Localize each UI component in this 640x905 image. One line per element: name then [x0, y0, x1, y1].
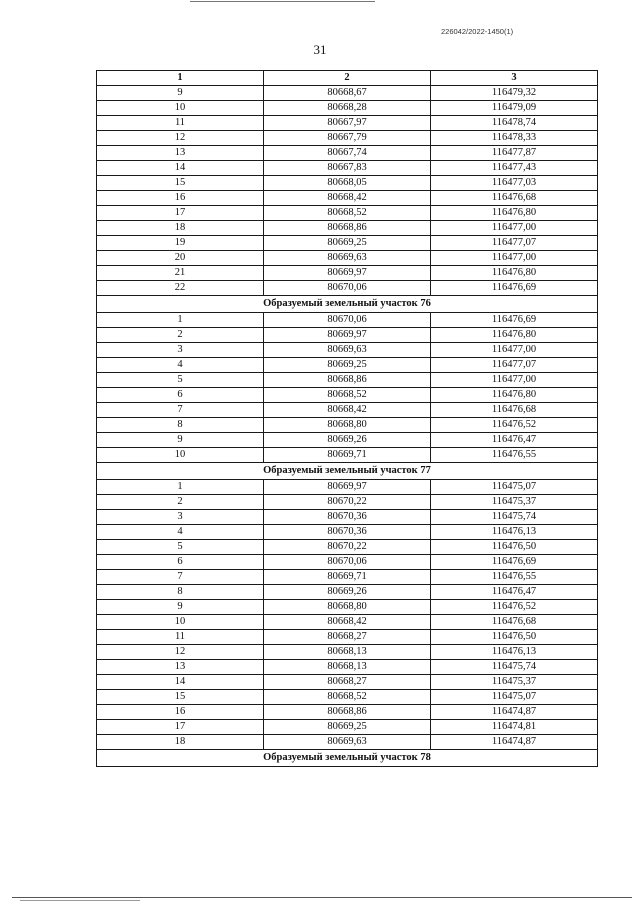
point-number-cell: 9	[97, 86, 264, 101]
point-number-cell: 11	[97, 116, 264, 131]
y-coordinate-cell: 116475,74	[431, 510, 598, 525]
point-number-cell: 6	[97, 388, 264, 403]
table-row	[97, 418, 598, 433]
x-coordinate-cell: 80668,80	[264, 600, 431, 615]
table-row	[97, 403, 598, 418]
point-number-cell: 14	[97, 161, 264, 176]
y-coordinate-cell: 116477,07	[431, 236, 598, 251]
table-row	[97, 86, 598, 101]
y-coordinate-cell: 116474,81	[431, 720, 598, 735]
point-number-cell: 5	[97, 540, 264, 555]
x-coordinate-cell: 80668,67	[264, 86, 431, 101]
x-coordinate-cell: 80670,06	[264, 555, 431, 570]
x-coordinate-cell: 80668,42	[264, 403, 431, 418]
table-row	[97, 495, 598, 510]
y-coordinate-cell: 116477,43	[431, 161, 598, 176]
y-coordinate-cell: 116476,69	[431, 313, 598, 328]
table-row	[97, 570, 598, 585]
table-row	[97, 675, 598, 690]
x-coordinate-cell: 80670,22	[264, 540, 431, 555]
point-number-cell: 3	[97, 510, 264, 525]
x-coordinate-cell: 80667,74	[264, 146, 431, 161]
y-coordinate-cell: 116476,50	[431, 540, 598, 555]
x-coordinate-cell: 80670,36	[264, 510, 431, 525]
x-coordinate-cell: 80668,28	[264, 101, 431, 116]
y-coordinate-cell: 116475,37	[431, 675, 598, 690]
x-coordinate-cell: 80670,06	[264, 281, 431, 296]
table-row	[97, 705, 598, 720]
point-number-cell: 7	[97, 403, 264, 418]
point-number-cell: 12	[97, 645, 264, 660]
x-coordinate-cell: 80669,25	[264, 236, 431, 251]
x-coordinate-cell: 80668,52	[264, 388, 431, 403]
point-number-cell: 2	[97, 495, 264, 510]
y-coordinate-cell: 116476,50	[431, 630, 598, 645]
x-coordinate-cell: 80668,86	[264, 221, 431, 236]
table-row	[97, 600, 598, 615]
y-coordinate-cell: 116476,55	[431, 448, 598, 463]
x-coordinate-cell: 80669,26	[264, 585, 431, 600]
y-coordinate-cell: 116477,00	[431, 373, 598, 388]
table-row	[97, 266, 598, 281]
table-row	[97, 221, 598, 236]
table-row	[97, 660, 598, 675]
x-coordinate-cell: 80670,36	[264, 525, 431, 540]
column-header-point: 1	[97, 71, 264, 86]
table-row	[97, 735, 598, 750]
coordinates-table	[96, 70, 598, 767]
x-coordinate-cell: 80668,42	[264, 191, 431, 206]
point-number-cell: 17	[97, 206, 264, 221]
column-header-x: 2	[264, 71, 431, 86]
point-number-cell: 3	[97, 343, 264, 358]
y-coordinate-cell: 116476,69	[431, 555, 598, 570]
section-title: Образуемый земельный участок 76	[97, 296, 598, 313]
y-coordinate-cell: 116476,47	[431, 433, 598, 448]
table-row	[97, 525, 598, 540]
y-coordinate-cell: 116478,33	[431, 131, 598, 146]
x-coordinate-cell: 80668,80	[264, 418, 431, 433]
x-coordinate-cell: 80668,52	[264, 690, 431, 705]
table-row	[97, 161, 598, 176]
x-coordinate-cell: 80669,63	[264, 343, 431, 358]
x-coordinate-cell: 80669,97	[264, 480, 431, 495]
column-header-y: 3	[431, 71, 598, 86]
y-coordinate-cell: 116476,47	[431, 585, 598, 600]
page-number: 31	[313, 42, 327, 57]
table-row	[97, 615, 598, 630]
table-header-row	[97, 71, 598, 86]
table-row	[97, 540, 598, 555]
table-row	[97, 343, 598, 358]
table-row	[97, 206, 598, 221]
table-row	[97, 176, 598, 191]
point-number-cell: 8	[97, 585, 264, 600]
scan-edge-bottom-secondary	[20, 900, 140, 901]
y-coordinate-cell: 116476,68	[431, 191, 598, 206]
table-row	[97, 146, 598, 161]
table-row	[97, 630, 598, 645]
y-coordinate-cell: 116475,74	[431, 660, 598, 675]
point-number-cell: 16	[97, 705, 264, 720]
x-coordinate-cell: 80669,97	[264, 266, 431, 281]
point-number-cell: 11	[97, 630, 264, 645]
point-number-cell: 10	[97, 101, 264, 116]
table-row	[97, 510, 598, 525]
scan-edge-top	[190, 1, 375, 2]
table-row	[97, 433, 598, 448]
y-coordinate-cell: 116477,00	[431, 251, 598, 266]
coordinates-table-body	[97, 71, 598, 767]
y-coordinate-cell: 116476,80	[431, 206, 598, 221]
point-number-cell: 16	[97, 191, 264, 206]
table-row	[97, 328, 598, 343]
section-header-row	[97, 296, 598, 313]
point-number-cell: 14	[97, 675, 264, 690]
point-number-cell: 20	[97, 251, 264, 266]
point-number-cell: 13	[97, 146, 264, 161]
y-coordinate-cell: 116477,00	[431, 343, 598, 358]
point-number-cell: 18	[97, 735, 264, 750]
table-row	[97, 281, 598, 296]
point-number-cell: 19	[97, 236, 264, 251]
point-number-cell: 17	[97, 720, 264, 735]
point-number-cell: 7	[97, 570, 264, 585]
x-coordinate-cell: 80667,83	[264, 161, 431, 176]
point-number-cell: 9	[97, 433, 264, 448]
document-reference: 226042/2022-1450(1)	[441, 27, 514, 36]
y-coordinate-cell: 116476,55	[431, 570, 598, 585]
y-coordinate-cell: 116477,07	[431, 358, 598, 373]
table-row	[97, 480, 598, 495]
x-coordinate-cell: 80669,71	[264, 570, 431, 585]
x-coordinate-cell: 80668,27	[264, 675, 431, 690]
y-coordinate-cell: 116477,00	[431, 221, 598, 236]
table-row	[97, 236, 598, 251]
table-row	[97, 251, 598, 266]
point-number-cell: 18	[97, 221, 264, 236]
x-coordinate-cell: 80668,13	[264, 645, 431, 660]
point-number-cell: 12	[97, 131, 264, 146]
x-coordinate-cell: 80667,79	[264, 131, 431, 146]
point-number-cell: 22	[97, 281, 264, 296]
point-number-cell: 15	[97, 176, 264, 191]
point-number-cell: 13	[97, 660, 264, 675]
y-coordinate-cell: 116477,87	[431, 146, 598, 161]
x-coordinate-cell: 80669,25	[264, 358, 431, 373]
point-number-cell: 10	[97, 615, 264, 630]
y-coordinate-cell: 116479,32	[431, 86, 598, 101]
point-number-cell: 1	[97, 313, 264, 328]
y-coordinate-cell: 116476,80	[431, 266, 598, 281]
point-number-cell: 6	[97, 555, 264, 570]
y-coordinate-cell: 116476,52	[431, 600, 598, 615]
x-coordinate-cell: 80669,71	[264, 448, 431, 463]
table-row	[97, 191, 598, 206]
x-coordinate-cell: 80668,13	[264, 660, 431, 675]
point-number-cell: 21	[97, 266, 264, 281]
x-coordinate-cell: 80669,63	[264, 251, 431, 266]
x-coordinate-cell: 80668,86	[264, 705, 431, 720]
y-coordinate-cell: 116475,37	[431, 495, 598, 510]
x-coordinate-cell: 80667,97	[264, 116, 431, 131]
x-coordinate-cell: 80668,42	[264, 615, 431, 630]
point-number-cell: 9	[97, 600, 264, 615]
y-coordinate-cell: 116476,80	[431, 388, 598, 403]
point-number-cell: 2	[97, 328, 264, 343]
table-row	[97, 720, 598, 735]
scan-edge-bottom	[12, 897, 632, 898]
y-coordinate-cell: 116475,07	[431, 480, 598, 495]
y-coordinate-cell: 116477,03	[431, 176, 598, 191]
table-row	[97, 448, 598, 463]
table-row	[97, 373, 598, 388]
point-number-cell: 5	[97, 373, 264, 388]
y-coordinate-cell: 116479,09	[431, 101, 598, 116]
y-coordinate-cell: 116475,07	[431, 690, 598, 705]
table-row	[97, 131, 598, 146]
table-row	[97, 645, 598, 660]
y-coordinate-cell: 116478,74	[431, 116, 598, 131]
section-header-row	[97, 463, 598, 480]
table-row	[97, 313, 598, 328]
y-coordinate-cell: 116476,13	[431, 645, 598, 660]
x-coordinate-cell: 80670,22	[264, 495, 431, 510]
point-number-cell: 1	[97, 480, 264, 495]
x-coordinate-cell: 80670,06	[264, 313, 431, 328]
x-coordinate-cell: 80669,26	[264, 433, 431, 448]
y-coordinate-cell: 116476,52	[431, 418, 598, 433]
table-row	[97, 585, 598, 600]
x-coordinate-cell: 80668,27	[264, 630, 431, 645]
point-number-cell: 4	[97, 525, 264, 540]
y-coordinate-cell: 116476,69	[431, 281, 598, 296]
x-coordinate-cell: 80669,97	[264, 328, 431, 343]
y-coordinate-cell: 116476,13	[431, 525, 598, 540]
x-coordinate-cell: 80668,52	[264, 206, 431, 221]
x-coordinate-cell: 80669,63	[264, 735, 431, 750]
section-header-row	[97, 750, 598, 767]
section-title: Образуемый земельный участок 78	[97, 750, 598, 767]
table-row	[97, 358, 598, 373]
point-number-cell: 15	[97, 690, 264, 705]
x-coordinate-cell: 80669,25	[264, 720, 431, 735]
y-coordinate-cell: 116476,80	[431, 328, 598, 343]
y-coordinate-cell: 116476,68	[431, 403, 598, 418]
table-row	[97, 690, 598, 705]
point-number-cell: 4	[97, 358, 264, 373]
table-row	[97, 555, 598, 570]
x-coordinate-cell: 80668,05	[264, 176, 431, 191]
x-coordinate-cell: 80668,86	[264, 373, 431, 388]
point-number-cell: 8	[97, 418, 264, 433]
y-coordinate-cell: 116476,68	[431, 615, 598, 630]
point-number-cell: 10	[97, 448, 264, 463]
table-row	[97, 101, 598, 116]
y-coordinate-cell: 116474,87	[431, 705, 598, 720]
section-title: Образуемый земельный участок 77	[97, 463, 598, 480]
table-row	[97, 388, 598, 403]
y-coordinate-cell: 116474,87	[431, 735, 598, 750]
table-row	[97, 116, 598, 131]
